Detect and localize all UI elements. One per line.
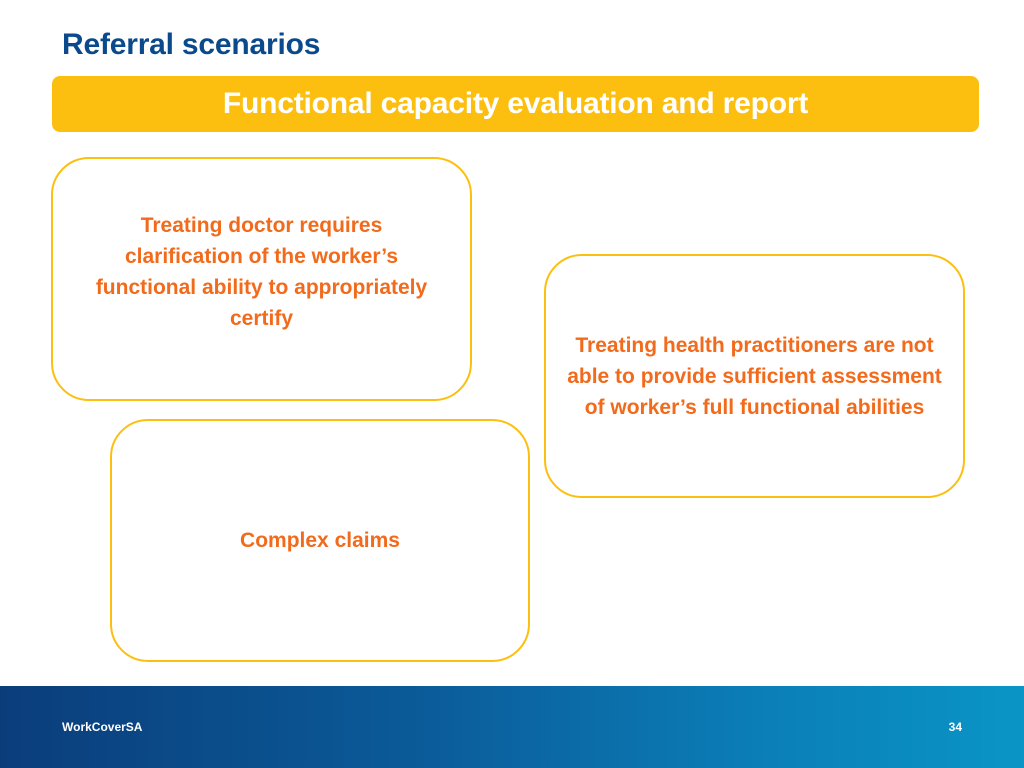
scenario-box-doctor-clarification	[51, 157, 472, 401]
footer-brand: WorkCoverSA	[62, 720, 143, 734]
footer-bar	[0, 686, 1024, 768]
scenario-text: Treating doctor requires clarification of the worker’s functional ability to appropriately certify	[95, 214, 428, 330]
banner-text: Functional capacity evaluation and report	[222, 87, 809, 120]
page-number: 34	[948, 720, 962, 734]
slide-title: Referral scenarios	[62, 28, 321, 61]
scenario-text: Complex claims	[240, 529, 400, 552]
scenario-box-insufficient-assessment	[544, 254, 965, 498]
section-banner	[52, 76, 979, 132]
scenario-box-complex-claims	[110, 419, 530, 662]
scenario-text: Treating health practitioners are not able to provide sufficient assessment of worker’s full functional abilities	[567, 333, 942, 419]
